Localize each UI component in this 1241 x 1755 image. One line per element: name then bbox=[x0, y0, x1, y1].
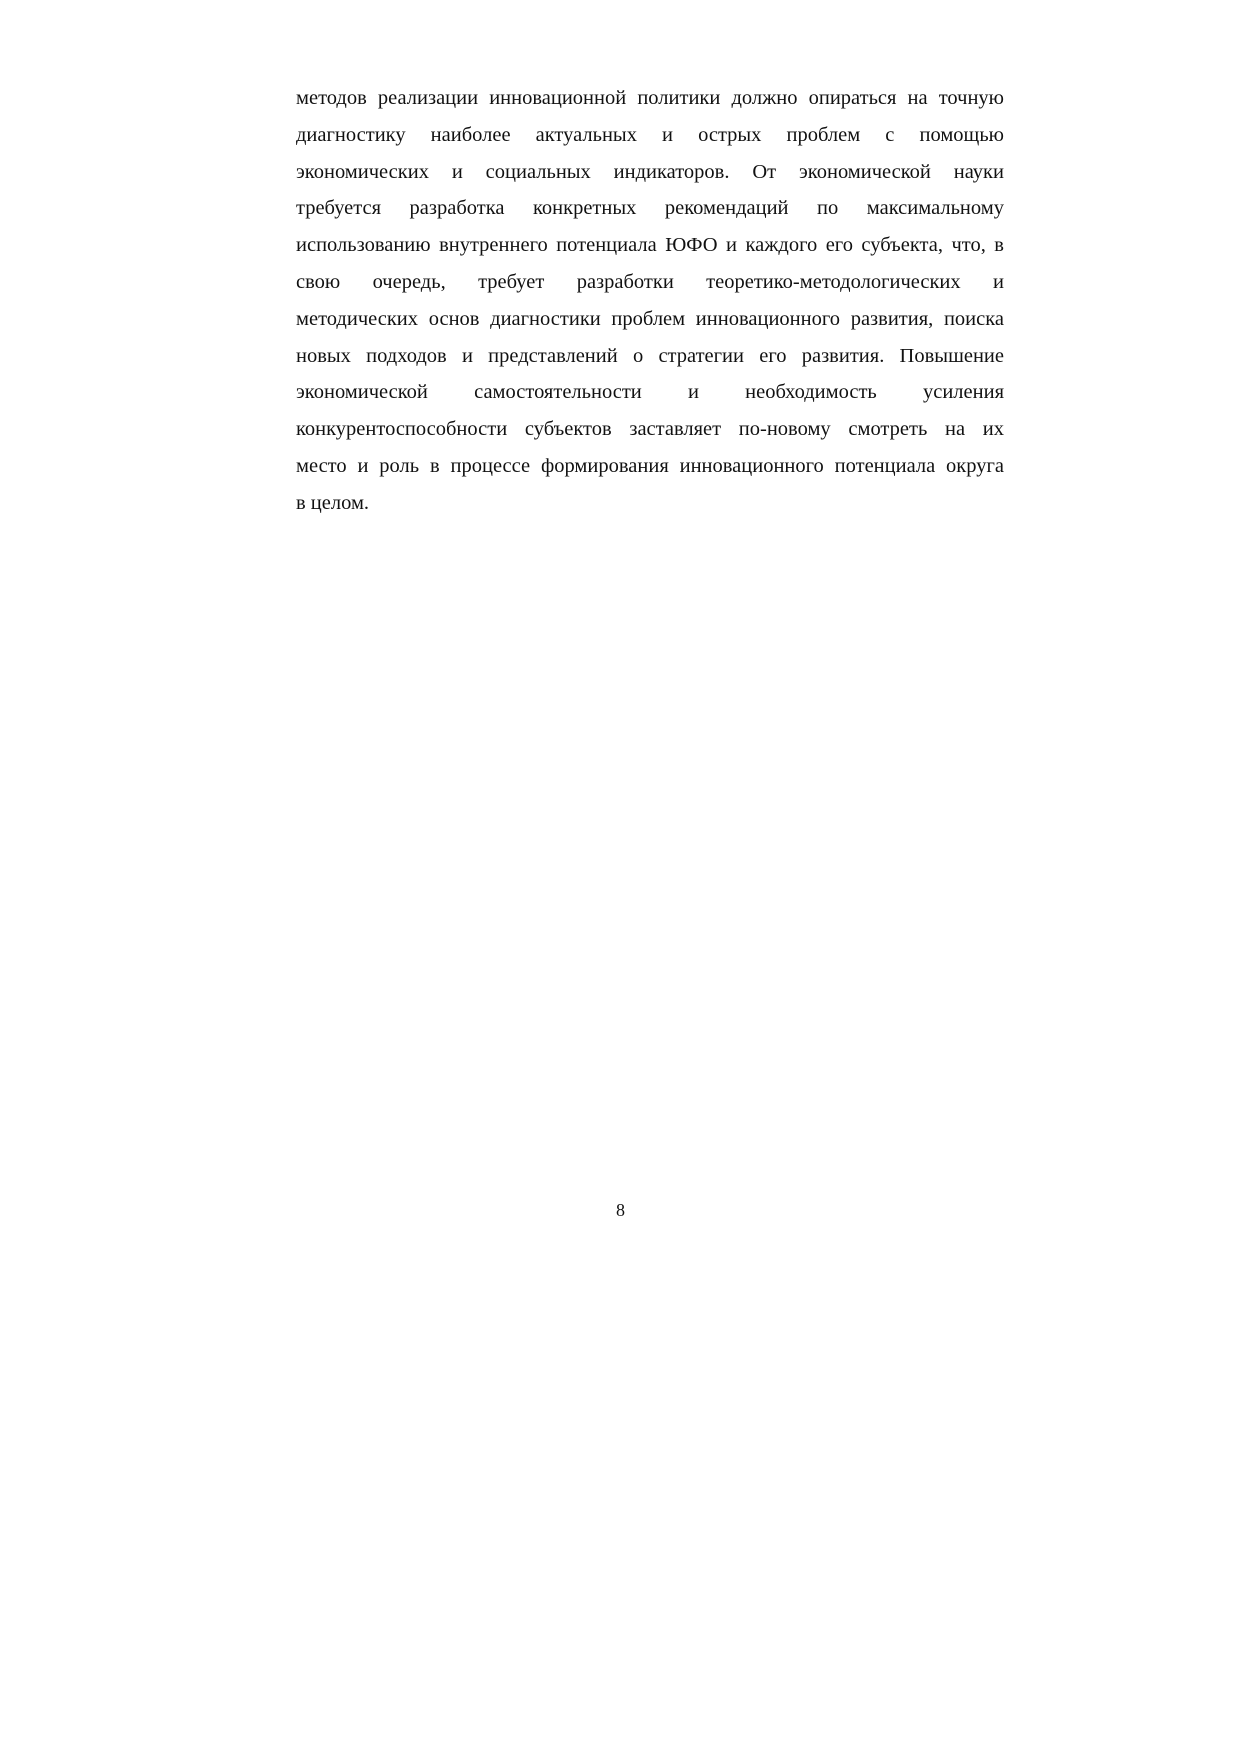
paragraph-line: методических основ диагностики проблем инновационного развития, поиска bbox=[296, 307, 1004, 330]
paragraph-line: конкурентоспособности субъектов заставляет по-новому смотреть на их bbox=[296, 418, 1004, 441]
paragraph-line: требуется разработка конкретных рекомендаций по максимальному bbox=[296, 197, 1004, 220]
paragraph-line: экономической самостоятельности и необходимость усиления bbox=[296, 381, 1004, 404]
paragraph-line: место и роль в процессе формирования инновационного потенциала округа bbox=[296, 454, 1004, 477]
paragraph-line: использованию внутреннего потенциала ЮФО и каждого его субъекта, что, в bbox=[296, 234, 1004, 257]
paragraph-line: экономических и социальных индикаторов. От экономической науки bbox=[296, 160, 1004, 183]
paragraph-line: свою очередь, требует разработки теоретико-методологических и bbox=[296, 270, 1004, 293]
paragraph-line: в целом. bbox=[296, 491, 370, 514]
page-number: 8 bbox=[616, 1200, 625, 1220]
paragraph-line: диагностику наиболее актуальных и острых проблем с помощью bbox=[296, 123, 1004, 146]
paragraph-line: методов реализации инновационной политики должно опираться на точную bbox=[296, 87, 1004, 109]
body-paragraph bbox=[296, 80, 1004, 522]
paragraph-line: новых подходов и представлений о стратегии его развития. Повышение bbox=[296, 344, 1004, 367]
